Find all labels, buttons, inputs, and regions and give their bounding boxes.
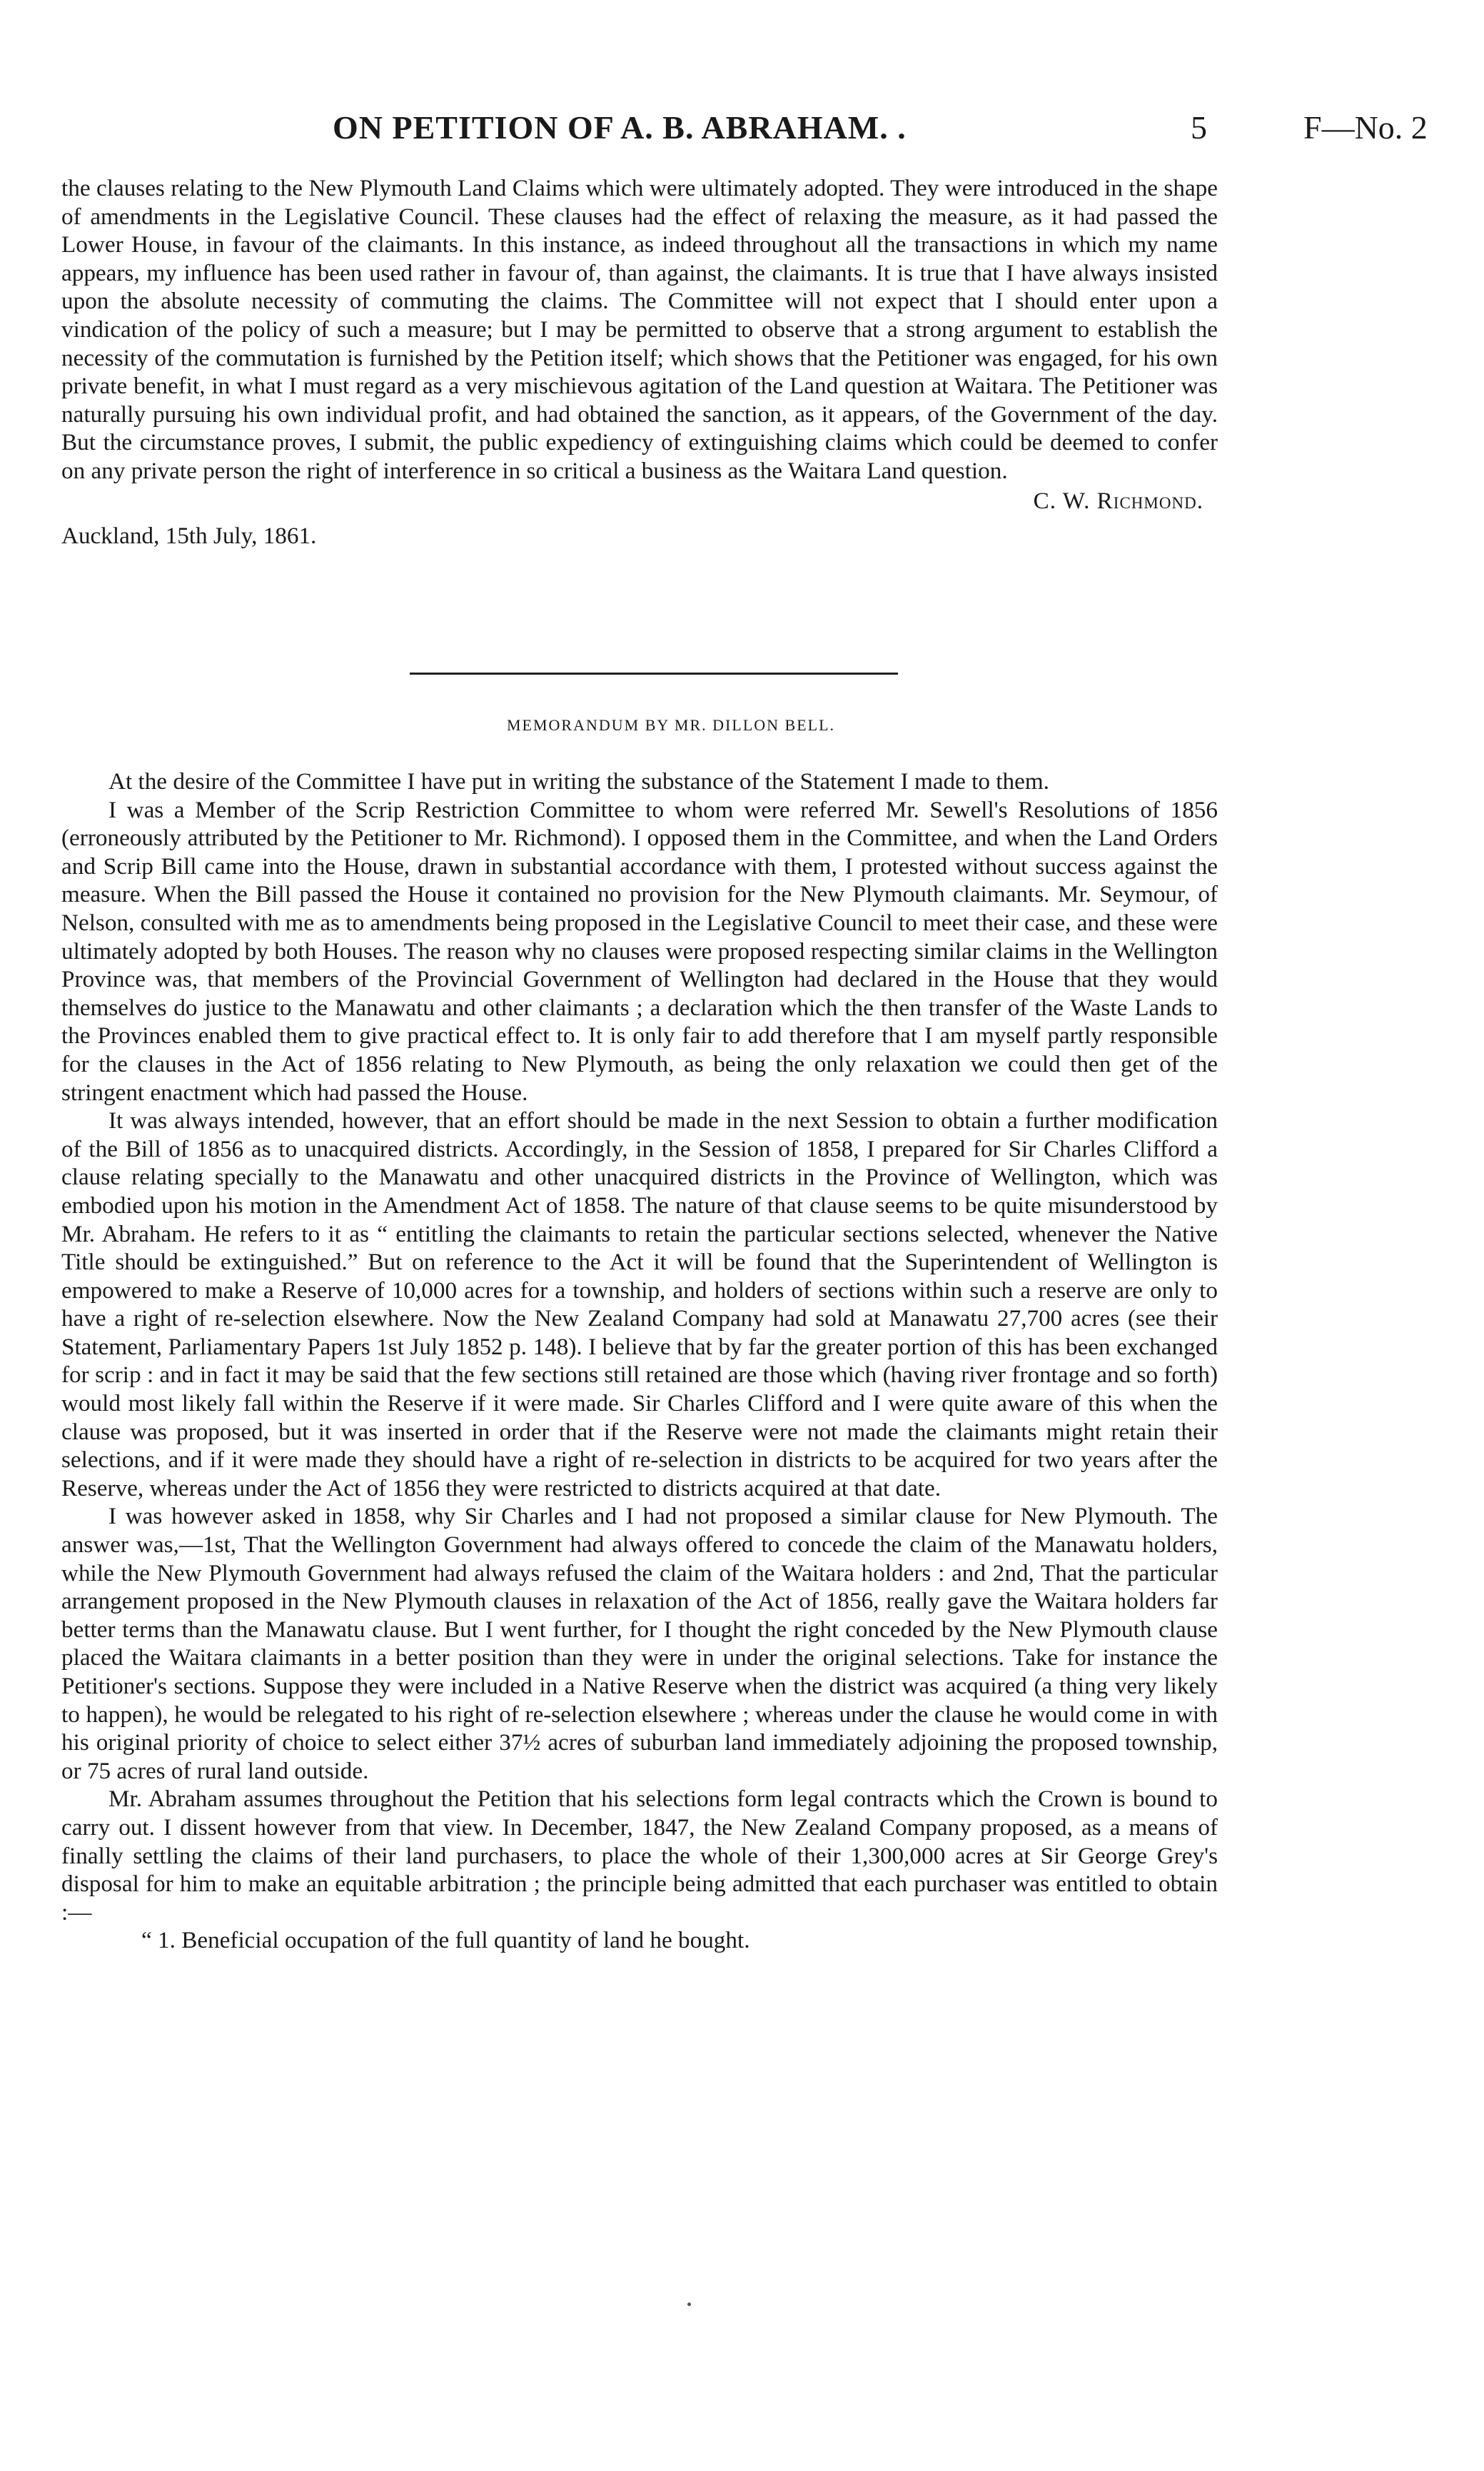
page-number: 5 — [1191, 109, 1207, 146]
page-header — [61, 109, 1429, 158]
richmond-statement — [61, 174, 1218, 550]
memo-paragraph: At the desire of the Committee I have put in writing the substance of the Statement I made to them. — [108, 768, 1049, 795]
memo-paragraph: I was however asked in 1858, why Sir Charles and I had not proposed a similar clause for New Plymouth. The answer was,—1st, That the Wellington Government had always offered to concede the claim of the Manawatu holders, while the New Plymouth Government had always refused the claim of the Waitara holders : and 2nd, That the particular arrangement proposed in the New Plymouth clauses in relaxation of the Act of 1856, really gave the Waitara holders far better terms than the Manawatu clause. But I went further, for I thought the right conceded by the New Plymouth clause placed the Waitara claimants in a better position than they were in under the original selections. Take for instance the Petitioner's sections. Suppose they were included in a Native Reserve when the district was acquired (a thing very likely to happen), he would be relegated to his right of re-selection elsewhere ; whereas under the clause he would come in with his original priority of choice to select either 37½ acres of suburban land immediately adjoining the proposed township, or 75 acres of rural land outside. — [61, 1503, 1218, 1784]
printer-mark — [687, 2303, 691, 2306]
memo-paragraph: Mr. Abraham assumes throughout the Petition that his selections form legal contracts which the Crown is bound to carry out. I dissent however from that view. In December, 1847, the New Zealand Company proposed, as a means of finally settling the claims of their land purchasers, to place the whole of their 1,300,000 acres at Sir George Grey's disposal for him to make an equitable arbitration ; the principle being admitted that each purchaser was entitled to obtain :— — [61, 1786, 1218, 1926]
memo-paragraph: It was always intended, however, that an effort should be made in the next Session to obtain a further modification of the Bill of 1856 as to unacquired districts. Accordingly, in the Session of 1858, I prepared for Sir Charles Clifford a clause relating specially to the Manawatu and other unacquired districts in the Province of Wellington, which was embodied upon his motion in the Amendment Act of 1858. The nature of that clause seems to be quite misunderstood by Mr. Abraham. He refers to it as “ entitling the claimants to retain the particular sections selected, whenever the Native Title should be extinguished.” But on reference to the Act it will be found that the Superintendent of Wellington is empowered to make a Reserve of 10,000 acres for a township, and holders of sections within such a reserve are only to have a right of re-selection elsewhere. Now the New Zealand Company had sold at Manawatu 27,700 acres (see their Statement, Parliamentary Papers 1st July 1852 p. 148). I believe that by far the greater portion of this has been exchanged for scrip : and in fact it may be said that the few sections still retained are those which (having river frontage and so forth) would most likely fall within the Reserve if it were made. Sir Charles Clifford and I were quite aware of this when the clause was proposed, but it was inserted in order that if the Reserve were not made the claimants might retain their selections, and if it were made they should have a right of re-selection in districts to be acquired for two years after the Reserve, whereas under the Act of 1856 they were restricted to districts acquired at that date. — [61, 1107, 1218, 1501]
richmond-date-line: Auckland, 15th July, 1861. — [61, 523, 317, 550]
memo-paragraph: I was a Member of the Scrip Restriction Committee to whom were referred Mr. Sewell's Resolutions of 1856 (erroneously attributed by the Petitioner to Mr. Richmond). I opposed them in the Committee, and when the Land Orders and Scrip Bill came into the House, drawn in substantial accordance with them, I protested without success against the measure. When the Bill passed the House it contained no provision for the New Plymouth claimants. Mr. Seymour, of Nelson, consulted with me as to amendments being proposed in the Legislative Council to meet their case, and these were ultimately adopted by both Houses. The reason why no clauses were proposed respecting similar claims in the Wellington Province was, that members of the Provincial Government of Wellington had declared in the House that they would themselves do justice to the Manawatu and other claimants ; a declaration which the then transfer of the Waste Lands to the Provinces enabled them to give practical effect to. It is only fair to add therefore that I am myself partly responsible for the clauses in the Act of 1856 relating to New Plymouth, as being the only relaxation we could then get of the stringent enactment which had passed the House. — [61, 796, 1218, 1106]
dillon-bell-memorandum — [61, 768, 1218, 1955]
memo-quote-line: “ 1. Beneficial occupation of the full quantity of land he bought. — [141, 1927, 750, 1954]
memo-heading: MEMORANDUM BY MR. DILLON BELL. — [506, 716, 836, 734]
document-reference: F—No. 2 — [1303, 109, 1428, 146]
richmond-paragraph: the clauses relating to the New Plymouth Land Claims which were ultimately adopted. They were introduced in the shape of amendments in the Legislative Council. These clauses had the effect of relaxing the measure, as it had passed the Lower House, in favour of the claimants. In this instance, as indeed throughout all the transactions in which my name appears, my influence has been used rather in favour of, than against, the claimants. It is true that I have always insisted upon the absolute necessity of commuting the claims. The Committee will not expect that I should enter upon a vindication of the policy of such a measure; but I may be permitted to observe that a strong argument to establish the necessity of the commutation is furnished by the Petition itself; which shows that the Petitioner was engaged, for his own private benefit, in what I must regard as a very mischievous agitation of the Land question at Waitara. The Petitioner was naturally pursuing his own individual profit, and had obtained the sanction, as it appears, of the Government of the day. But the circumstance proves, I submit, the public expediency of extinguishing claims which could be deemed to confer on any private person the right of interference in so critical a business as the Waitara Land question. — [61, 175, 1218, 484]
richmond-signature: C. W. Richmond. — [1033, 487, 1203, 514]
section-divider — [410, 673, 898, 675]
running-title: ON PETITION OF A. B. ABRAHAM. . — [333, 109, 907, 146]
